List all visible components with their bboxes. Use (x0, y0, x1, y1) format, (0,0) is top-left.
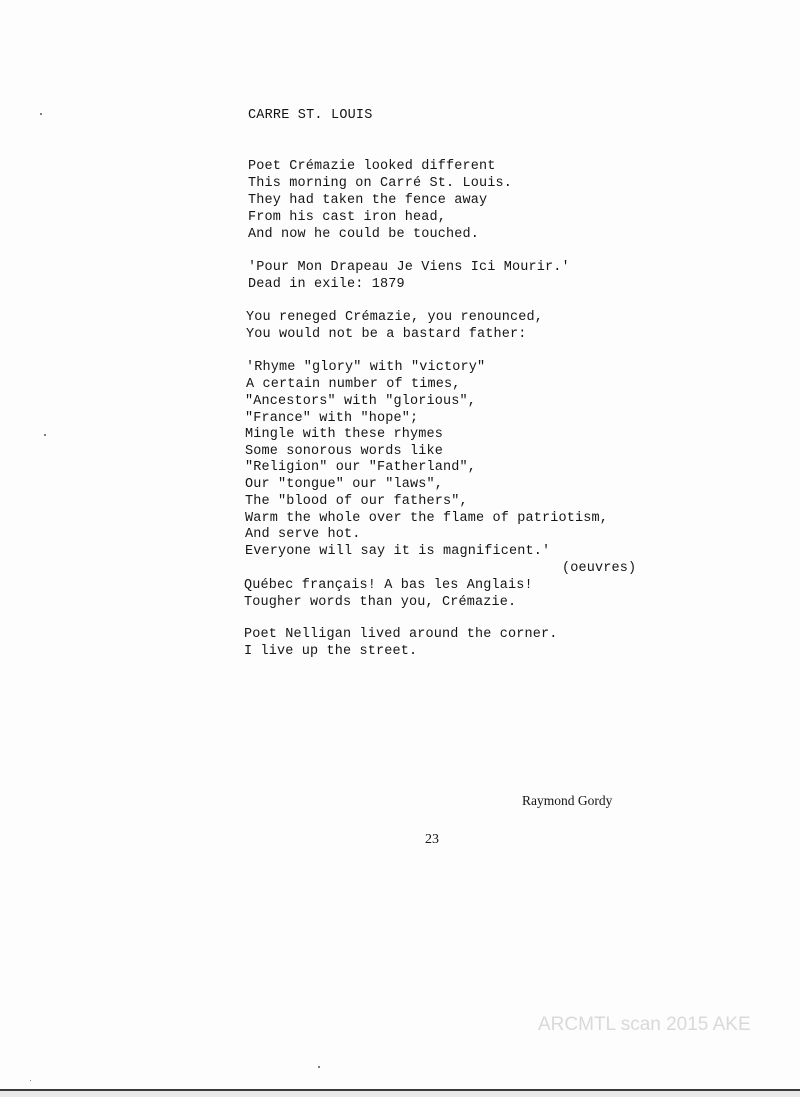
poem-line: Our "tongue" our "laws", (245, 477, 444, 492)
poem-line: And serve hot. (245, 527, 361, 542)
scan-speck (30, 1080, 31, 1081)
poem-line: Poet Crémazie looked different (248, 159, 496, 174)
poem-line: The "blood of our fathers", (245, 494, 468, 509)
poem-line: You would not be a bastard father: (246, 327, 527, 342)
poem-line: This morning on Carré St. Louis. (248, 176, 513, 191)
poem-line: Poet Nelligan lived around the corner. (244, 627, 558, 642)
poem-line: Warm the whole over the flame of patriotism, (245, 511, 609, 526)
poem-line: From his cast iron head, (248, 210, 447, 225)
citation: (oeuvres) (562, 561, 637, 576)
poem-line: Québec français! A bas les Anglais! (244, 578, 533, 593)
poem-line: And now he could be touched. (248, 227, 480, 242)
poem-line: "France" with "hope"; (245, 411, 419, 426)
scan-speck (318, 1066, 320, 1068)
poem-line: Everyone will say it is magnificent.' (245, 544, 551, 559)
author-signature: Raymond Gordy (522, 793, 613, 808)
scan-watermark: ARCMTL scan 2015 AKE (538, 1014, 751, 1035)
poem-line: Tougher words than you, Crémazie. (244, 595, 517, 610)
poem-line: A certain number of times, (246, 377, 461, 392)
poem-line: 'Pour Mon Drapeau Je Viens Ici Mourir.' (248, 260, 570, 275)
poem-line: Mingle with these rhymes (245, 427, 444, 442)
poem-title: CARRE ST. LOUIS (248, 108, 373, 123)
scan-speck (40, 113, 42, 115)
poem-line: 'Rhyme "glory" with "victory" (246, 360, 486, 375)
poem-line: You reneged Crémazie, you renounced, (246, 310, 544, 325)
poem-line: Some sonorous words like (245, 444, 444, 459)
poem-line: They had taken the fence away (248, 193, 488, 208)
page-bottom-shadow (0, 1091, 800, 1097)
page-number: 23 (425, 832, 439, 847)
poem-line: "Religion" our "Fatherland", (245, 460, 477, 475)
poem-line: I live up the street. (244, 644, 418, 659)
poem-line: Dead in exile: 1879 (248, 277, 405, 292)
poem-line: "Ancestors" with "glorious", (245, 394, 477, 409)
scan-speck (44, 434, 46, 436)
